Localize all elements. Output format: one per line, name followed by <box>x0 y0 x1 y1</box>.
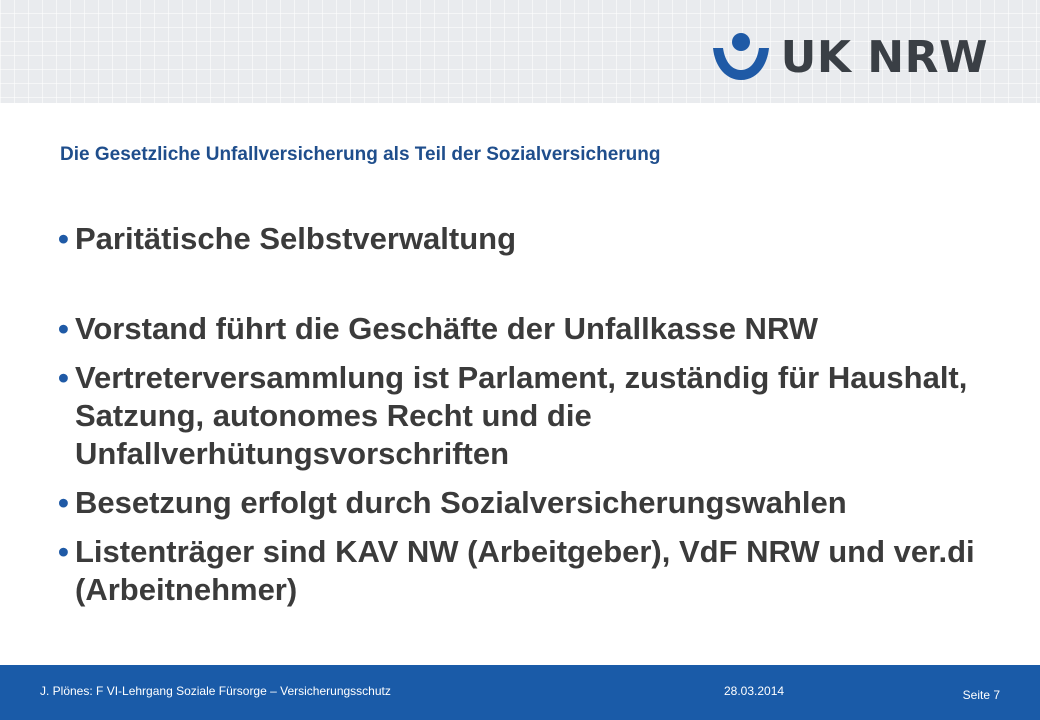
bullet-icon: • <box>58 360 69 395</box>
bullet-item <box>58 359 1008 473</box>
bullet-icon: • <box>58 221 69 256</box>
bullet-item <box>58 533 1008 609</box>
bullet-text: Listenträger sind KAV NW (Arbeitgeber), VdF NRW und ver.di (Arbeitnehmer) <box>75 534 975 607</box>
bullet-text: Besetzung erfolgt durch Sozialversicherungswahlen <box>75 485 847 520</box>
header-band <box>0 0 1040 103</box>
logo-text: UK NRW <box>780 32 988 83</box>
uk-nrw-logo <box>709 28 988 88</box>
bullet-icon: • <box>58 311 69 346</box>
bullet-list <box>58 220 1008 620</box>
bullet-item <box>58 310 1008 348</box>
bullet-text: Vertreterversammlung ist Parlament, zuständig für Haushalt, Satzung, autonomes Recht und die Unfallverhütungsvorschriften <box>75 360 968 471</box>
footer-date: 28.03.2014 <box>724 684 785 698</box>
slide-subtitle: Die Gesetzliche Unfallversicherung als Teil der Sozialversicherung <box>60 144 661 165</box>
footer-bar <box>0 665 1040 720</box>
bullet-icon: • <box>58 485 69 520</box>
bullet-text: Vorstand führt die Geschäfte der Unfallkasse NRW <box>75 311 819 346</box>
bullet-icon: • <box>58 534 69 569</box>
uk-nrw-logo-mark-icon <box>709 30 773 86</box>
footer-author-course: J. Plönes: F VI-Lehrgang Soziale Fürsorge – Versicherungsschutz <box>40 684 391 698</box>
footer-page-number: Seite 7 <box>962 688 1000 702</box>
bullet-item <box>58 484 1008 522</box>
bullet-item <box>58 220 1008 258</box>
bullet-text: Paritätische Selbstverwaltung <box>75 221 517 256</box>
